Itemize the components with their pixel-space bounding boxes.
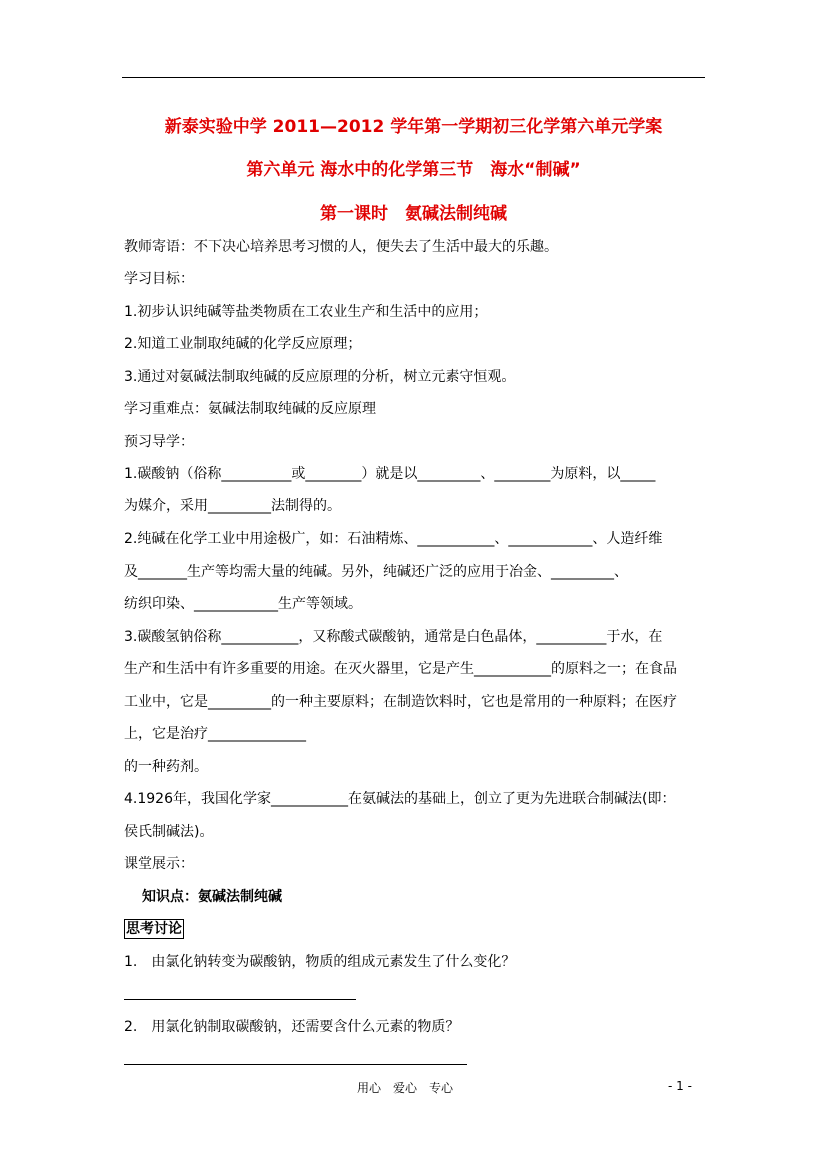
discussion-box-wrapper xyxy=(124,919,184,939)
preview-q3-line4: 上，它是治疗______________ xyxy=(124,726,306,742)
discussion-question-1: 1. 由氯化钠转变为碳酸钠，物质的组成元素发生了什么变化？ xyxy=(124,954,516,970)
preview-q1-line1: 1.碳酸钠（俗称__________或________）就是以_________、________为原料，以_____ xyxy=(124,466,656,482)
classroom-heading: 课堂展示： xyxy=(124,856,194,872)
preview-q4-line1: 4.1926年，我国化学家___________在氨碱法的基础上，创立了更为先进联合制碱法(即： xyxy=(124,791,676,807)
lesson-title: 第一课时 氨碱法制纯碱 xyxy=(320,204,507,224)
preview-q2-line2: 及_______生产等均需大量的纯碱。另外，纯碱还广泛的应用于冶金、_________、 xyxy=(124,564,628,580)
answer-line-2[interactable] xyxy=(124,1064,467,1065)
objective-3: 3.通过对氨碱法制取纯碱的反应原理的分析，树立元素守恒观。 xyxy=(124,369,516,385)
footer-motto: 用心 爱心 专心 xyxy=(357,1081,454,1095)
preview-q3-line3: 工业中，它是_________的一种主要原料；在制造饮料时，它也是常用的一种原料；在医疗 xyxy=(124,694,677,710)
unit-subtitle: 第六单元 海水中的化学第三节 海水“制碱” xyxy=(246,160,581,180)
preview-q4-line2: 侯氏制碱法)。 xyxy=(124,824,214,840)
objectives-heading: 学习目标： xyxy=(124,271,194,287)
document-title: 新泰实验中学 2011—2012 学年第一学期初三化学第六单元学案 xyxy=(164,117,663,137)
key-points: 学习重难点：氨碱法制取纯碱的反应原理 xyxy=(124,401,376,417)
knowledge-point: 知识点：氨碱法制纯碱 xyxy=(142,889,282,905)
page-number: - 1 - xyxy=(668,1079,692,1093)
preview-q3-line5: 的一种药剂。 xyxy=(124,759,208,775)
preview-q3-line1: 3.碳酸氢钠俗称___________，又称酸式碳酸钠，通常是白色晶体，__________于水，在 xyxy=(124,629,663,645)
preview-q2-line1: 2.纯碱在化学工业中用途极广，如：石油精炼、___________、____________、人造纤维 xyxy=(124,531,663,547)
answer-line-1[interactable] xyxy=(124,999,356,1000)
discussion-question-2: 2. 用氯化钠制取碳酸钠，还需要含什么元素的物质？ xyxy=(124,1019,460,1035)
preview-q2-line3: 纺织印染、____________生产等领域。 xyxy=(124,596,362,612)
teacher-message: 教师寄语：不下决心培养思考习惯的人，便失去了生活中最大的乐趣。 xyxy=(124,239,558,255)
objective-1: 1.初步认识纯碱等盐类物质在工农业生产和生活中的应用； xyxy=(124,304,488,320)
discussion-box: 思考讨论 xyxy=(126,921,182,937)
header-rule xyxy=(122,77,705,78)
preview-q3-line2: 生产和生活中有许多重要的用途。在灭火器里，它是产生___________的原料之一；在食品 xyxy=(124,661,677,677)
preview-q1-line2: 为媒介，采用_________法制得的。 xyxy=(124,498,341,514)
preview-heading: 预习导学： xyxy=(124,434,194,450)
objective-2: 2.知道工业制取纯碱的化学反应原理； xyxy=(124,336,362,352)
